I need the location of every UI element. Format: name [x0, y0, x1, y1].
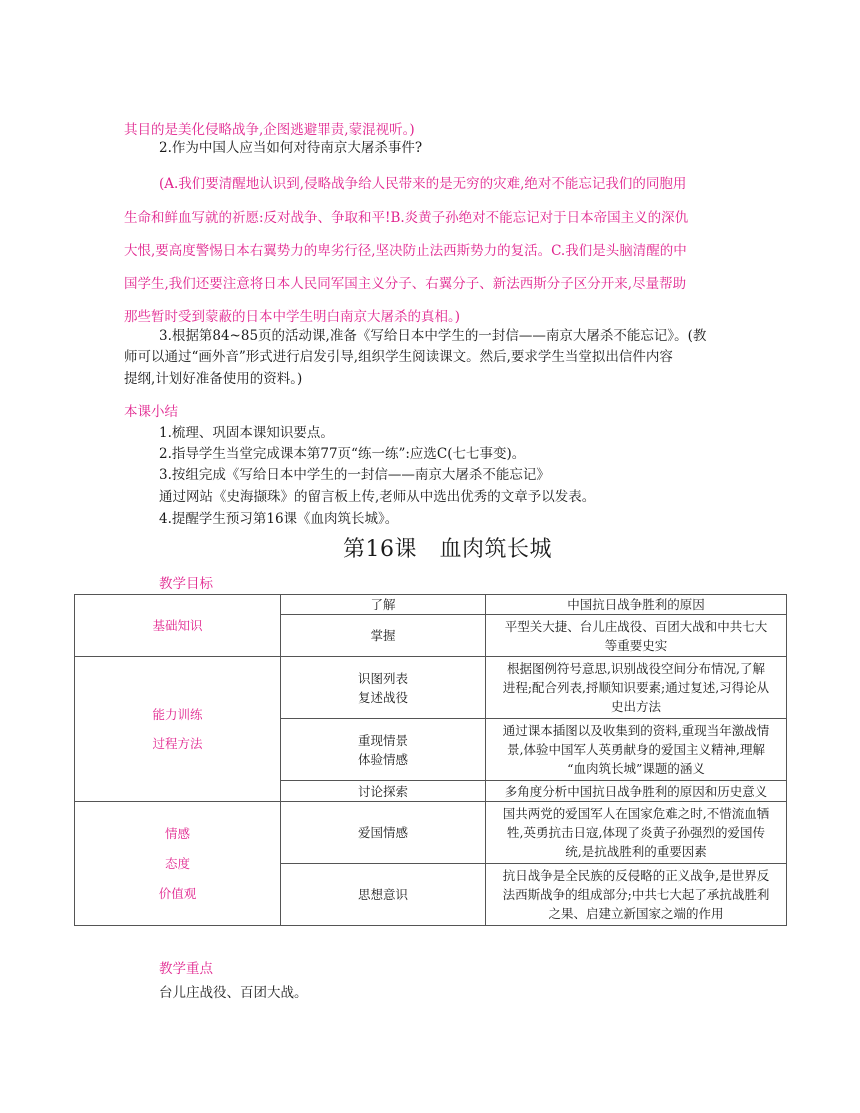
answer-continuation: 其目的是美化侵略战争,企图逃避罪责,蒙混视听。)	[124, 122, 415, 138]
desc-line: 法西斯战争的组成部分;中共七大起了承抗战胜利	[502, 887, 770, 902]
desc-line: “血肉筑长城”课题的涵义	[567, 761, 705, 776]
row-desc: 多角度分析中国抗日战争胜利的原因和历史意义	[486, 781, 787, 802]
answer-line: (A.我们要清醒地认识到,侵略战争给人民带来的是无穷的灾难,绝对不能忘记我们的同胞用	[159, 176, 687, 192]
desc-line: 景,体验中国军人英勇献身的爱国主义精神,理解	[507, 742, 765, 757]
desc-line: 统,是抗战胜利的重要因素	[565, 844, 707, 859]
summary-item: 通过网站《史海撷珠》的留言板上传,老师从中选出优秀的文章予以发表。	[159, 489, 596, 505]
row-label: 讨论探索	[281, 781, 486, 802]
question-3-line: 师可以通过“画外音”形式进行启发引导,组织学生阅读课文。然后,要求学生当堂拟出信件内容	[124, 349, 673, 365]
lesson-title: 第16课 血肉筑长城	[343, 537, 552, 562]
summary-heading: 本课小结	[124, 404, 178, 420]
row-desc	[486, 864, 787, 926]
row-desc: 中国抗日战争胜利的原因	[486, 595, 787, 615]
desc-line: 平型关大捷、台儿庄战役、百团大战和中共七大	[504, 618, 768, 634]
label-line: 复述战役	[357, 689, 408, 705]
summary-item: 3.按组完成《写给日本中学生的一封信——南京大屠杀不能忘记》	[159, 467, 550, 483]
category-basic: 基础知识	[75, 595, 281, 657]
desc-line: 国共两党的爱国军人在国家危难之时,不惜流血牺	[502, 806, 770, 821]
key-heading: 教学重点	[159, 961, 213, 977]
summary-item: 2.指导学生当堂完成课本第77页“练一练”:应选C(七七事变)。	[159, 446, 526, 462]
desc-line: 根据图例符号意思,识别战役空间分布情况,了解	[507, 661, 765, 676]
category-attitude	[75, 802, 281, 926]
row-label: 掌握	[281, 615, 486, 657]
desc-line: 通过课本插图以及收集到的资料,重现当年激战情	[502, 723, 770, 738]
row-label: 了解	[281, 595, 486, 615]
row-label: 爱国情感	[281, 802, 486, 864]
desc-line: 抗日战争是全民族的反侵略的正义战争,是世界反	[502, 868, 770, 883]
goals-heading: 教学目标	[159, 576, 213, 592]
summary-item: 4.提醒学生预习第16课《血肉筑长城》。	[159, 511, 399, 527]
category-line: 态度	[164, 856, 190, 871]
label-line: 体验情感	[357, 751, 408, 767]
objectives-table	[74, 594, 787, 926]
desc-line: 等重要史实	[604, 637, 668, 653]
label-line: 识图列表	[357, 670, 408, 686]
row-desc	[486, 719, 787, 781]
answer-line: 生命和鲜血写就的祈愿:反对战争、争取和平!B.炎黄子孙绝对不能忘记对于日本帝国主义的深仇	[124, 210, 689, 226]
row-desc	[486, 802, 787, 864]
desc-line: 之果、启建立新国家之端的作用	[548, 906, 724, 921]
desc-line: 进程;配合列表,捋顺知识要素;通过复述,习得论从	[502, 680, 770, 695]
category-line: 过程方法	[152, 736, 203, 751]
answer-line: 国学生,我们还要注意将日本人民同军国主义分子、右翼分子、新法西斯分子区分开来,尽量帮助	[124, 276, 687, 292]
desc-line: 史出方法	[610, 699, 661, 714]
answer-line: 大恨,要高度警惕日本右翼势力的卑劣行径,坚决防止法西斯势力的复活。C.我们是头脑清醒的中	[124, 243, 687, 259]
row-desc	[486, 657, 787, 719]
row-label	[281, 719, 486, 781]
question-3: 3.根据第84~85页的活动课,准备《写给日本中学生的一封信——南京大屠杀不能忘记》。(教	[159, 328, 707, 344]
key-text: 台儿庄战役、百团大战。	[159, 985, 308, 1001]
category-line: 情感	[164, 826, 190, 841]
summary-item: 1.梳理、巩固本课知识要点。	[159, 425, 334, 441]
row-label	[281, 657, 486, 719]
category-ability	[75, 657, 281, 802]
question-2: 2.作为中国人应当如何对待南京大屠杀事件?	[159, 140, 423, 156]
row-label: 思想意识	[281, 864, 486, 926]
answer-line: 那些暂时受到蒙蔽的日本中学生明白南京大屠杀的真相。)	[124, 309, 461, 325]
desc-line: 牲,英勇抗击日寇,体现了炎黄子孙强烈的爱国传	[507, 825, 765, 840]
category-line: 能力训练	[152, 707, 203, 722]
category-line: 价值观	[158, 886, 197, 901]
question-3-line: 提纲,计划好准备使用的资料。)	[124, 371, 303, 387]
label-line: 重现情景	[357, 732, 408, 748]
row-desc	[486, 615, 787, 657]
